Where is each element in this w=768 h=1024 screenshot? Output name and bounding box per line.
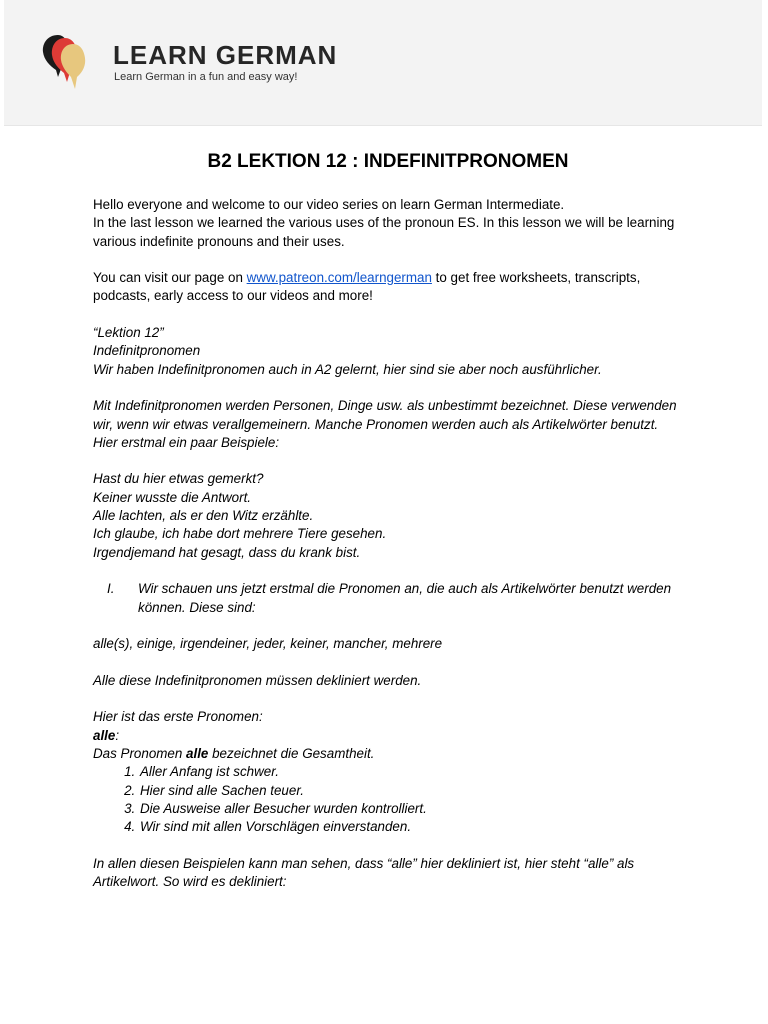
visit-text-after: to get free worksheets, transcripts, podcasts, early access to our videos and more! [93,270,641,304]
totality-after: bezeichnet die Gesamtheit. [208,745,375,761]
intro-line-2: In the last lesson we learned the various uses of the pronoun ES. In this lesson we will be learning various indefinite pronouns and their uses. [93,215,675,249]
first-pronoun-intro: Hier ist das erste Pronomen: [93,709,263,725]
totality-bold: alle [186,745,209,761]
example-sentence: Irgendjemand hat gesagt, dass du krank bist. [93,544,361,560]
alle-heading [93,727,683,745]
brand-title: LEARN GERMAN [113,40,338,70]
visit-text-before: You can visit our page on [93,270,247,286]
conclusion-paragraph: In allen diesen Beispielen kann man sehen, dass “alle” hier dekliniert ist, hier steht “alle” als Artikelwort. So wird es dekliniert: [93,855,635,889]
list-item: 3. Die Ausweise aller Besucher wurden kontrolliert. [139,800,683,818]
alle-heading-bold: alle [93,727,116,743]
example-sentence: Alle lachten, als er den Witz erzählte. [93,508,314,524]
roman-numeral: I. [107,581,115,597]
pronoun-list: alle(s), einige, irgendeiner, jeder, keiner, mancher, mehrere [93,636,443,652]
brand-tagline: Learn German in a fun and easy way! [114,71,298,83]
visit-paragraph [93,269,683,306]
document-body [93,150,683,891]
page-header [4,0,762,126]
roman-item-text: Wir schauen uns jetzt erstmal die Pronomen an, die auch als Artikelwörter benutzt werden können. Diese sind: [138,581,672,615]
alle-heading-colon: : [115,727,120,743]
declension-note: Alle diese Indefinitpronomen müssen dekliniert werden. [93,672,422,688]
explanation-paragraph: Mit Indefinitpronomen werden Personen, Dinge usw. als unbestimmt bezeichnet. Diese verwenden wir, wenn wir etwas verallgemeinern. Manche Pronomen werden auch als Artikelwörter benutzt. Hier erstmal ein paar Beispiele: [93,398,677,450]
list-item: 4. Wir sind mit allen Vorschlägen einverstanden. [139,818,683,836]
intro-line-1: Hello everyone and welcome to our video series on learn German Intermediate. [93,197,565,212]
lektion-quote: “Lektion 12” [93,325,164,341]
totality-before: Das Pronomen [93,745,187,761]
example-sentence: Keiner wusste die Antwort. [93,489,252,505]
a2-sentence: Wir haben Indefinitpronomen auch in A2 gelernt, hier sind sie aber noch ausführlicher. [93,361,602,377]
alle-examples-list [93,763,683,836]
roman-list-item [93,580,683,617]
example-sentence: Hast du hier etwas gemerkt? [93,471,264,487]
list-item: 1. Aller Anfang ist schwer. [139,763,683,781]
document-title: B2 LEKTION 12 : INDEFINITPRONOMEN [207,151,569,172]
patreon-link[interactable]: www.patreon.com/learngerman [246,270,432,286]
totality-sentence [93,745,683,763]
example-sentence: Ich glaube, ich habe dort mehrere Tiere gesehen. [93,526,387,542]
speech-bubbles-logo-icon [42,33,88,91]
list-item: 2. Hier sind alle Sachen teuer. [139,782,683,800]
section-subtitle: Indefinitpronomen [93,343,201,359]
